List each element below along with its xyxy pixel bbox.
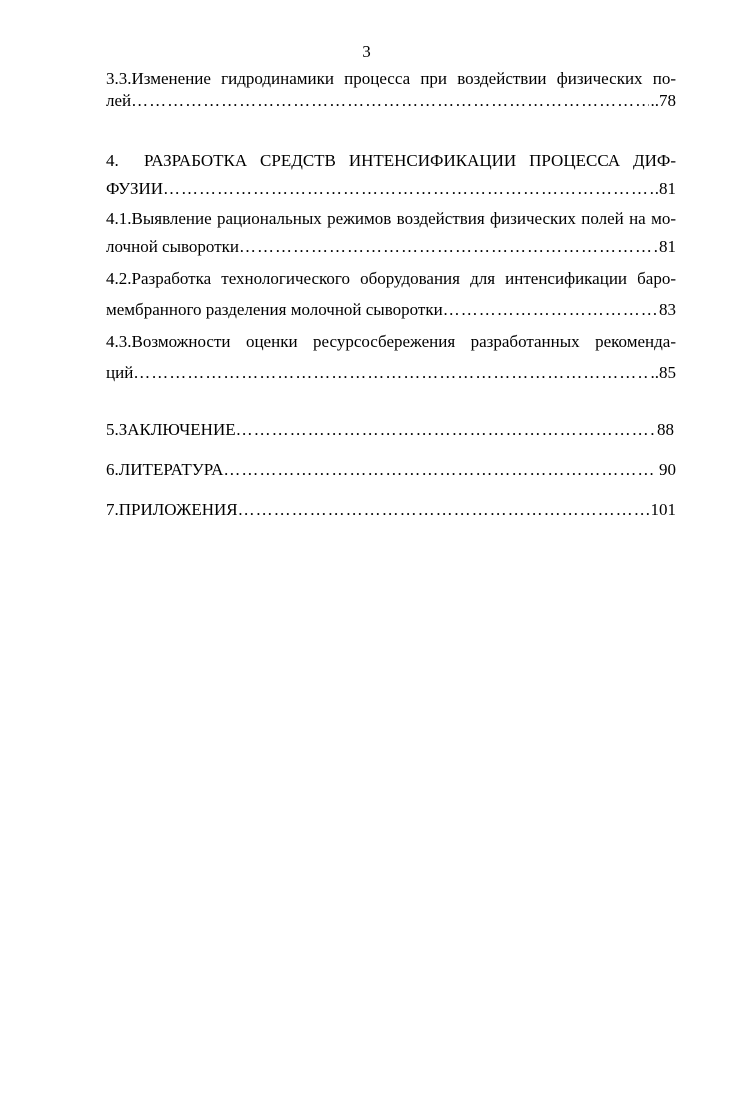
page-number: 3 xyxy=(362,42,371,61)
toc-entry-title: 5.ЗАКЛЮЧЕНИЕ xyxy=(106,420,236,439)
dot-leader xyxy=(131,90,648,112)
toc-entry-title-line: 4.1.Выявление рациональных режимов воздействия физических полей на мо- xyxy=(106,209,676,228)
toc-entry-leader-line xyxy=(106,419,674,441)
dot-leader xyxy=(133,362,648,384)
toc-entry-leader-line xyxy=(106,299,676,321)
dot-leader xyxy=(239,236,657,258)
toc-entry-leader-line xyxy=(106,236,676,258)
toc-entry-title-line: 4.2.Разработка технологического оборудования для интенсификации баро- xyxy=(106,269,676,288)
dot-leader xyxy=(238,499,649,521)
toc-entry-4-3[interactable] xyxy=(106,331,676,384)
toc-entry-title-line xyxy=(106,150,676,172)
toc-entry-5[interactable] xyxy=(106,419,676,441)
toc-entry-3-3[interactable] xyxy=(106,68,676,112)
toc-page-ref: ..85 xyxy=(650,363,676,382)
table-of-contents xyxy=(106,68,676,521)
toc-entry-title-end: мембранного разделения молочной сыворотки xyxy=(106,300,443,319)
toc-page-ref: 88 xyxy=(657,420,674,439)
toc-entry-title-end: лей xyxy=(106,91,132,110)
dot-leader xyxy=(236,419,655,441)
toc-entry-leader-line xyxy=(106,178,676,200)
toc-entry-title: 6.ЛИТЕРАТУРА xyxy=(106,460,224,479)
toc-page-ref: 83 xyxy=(659,300,676,319)
toc-page-ref: ..78 xyxy=(650,91,676,110)
toc-entry-7[interactable] xyxy=(106,499,676,521)
toc-entry-title: 7.ПРИЛОЖЕНИЯ xyxy=(106,500,238,519)
toc-entry-leader-line xyxy=(106,362,676,384)
toc-page-ref: .81 xyxy=(654,179,676,198)
toc-entry-title-end: лочной сыворотки xyxy=(106,237,239,256)
toc-entry-title-line: 4.3.Возможности оценки ресурсосбережения разработанных рекоменда- xyxy=(106,332,676,351)
toc-entry-leader-line xyxy=(106,499,676,521)
toc-entry-title-end: ций xyxy=(106,363,134,382)
toc-entry-title-end: ФУЗИИ xyxy=(106,179,164,198)
toc-page-ref: 90 xyxy=(659,460,676,479)
dot-leader xyxy=(163,178,653,200)
toc-page-ref: 101 xyxy=(650,500,676,519)
toc-entry-6[interactable] xyxy=(106,459,676,481)
dot-leader xyxy=(223,459,657,481)
chapter-number: 4. xyxy=(106,151,119,170)
toc-entry-title-line: 3.3.Изменение гидродинамики процесса при воздействии физических по- xyxy=(106,69,676,88)
toc-entry-leader-line xyxy=(106,90,676,112)
toc-entry-4-2[interactable] xyxy=(106,268,676,321)
toc-entry-leader-line xyxy=(106,459,676,481)
dot-leader xyxy=(443,299,657,321)
toc-entry-4-1[interactable] xyxy=(106,208,676,258)
toc-entry-4[interactable] xyxy=(106,150,676,200)
toc-page-ref: 81 xyxy=(659,237,676,256)
chapter-title: РАЗРАБОТКА СРЕДСТВ ИНТЕНСИФИКАЦИИ ПРОЦЕССА ДИФ- xyxy=(144,151,676,170)
